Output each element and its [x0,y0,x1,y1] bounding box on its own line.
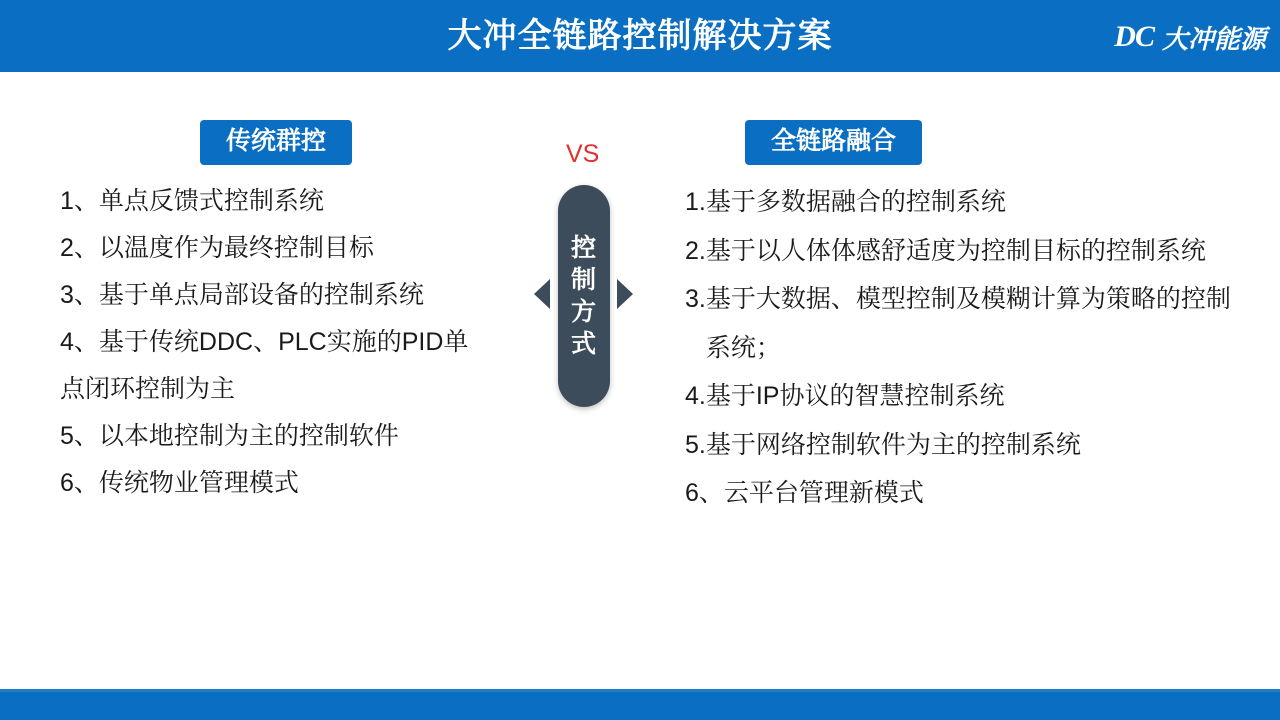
right-list [685,180,1265,520]
capsule-char: 制 [570,266,597,294]
left-list [60,180,540,509]
list-item: 6、传统物业管理模式 [60,469,299,497]
capsule-char: 控 [570,234,597,262]
list-item: 4.基于IP协议的智慧控制系统 [685,382,1005,410]
list-item: 2.基于以人体体感舒适度为控制目标的控制系统 [685,236,1206,265]
page-title: 大冲全链路控制解决方案 [447,17,833,55]
list-item: 5、以本地控制为主的控制软件 [60,422,399,450]
capsule-char: 式 [570,330,597,358]
logo-mark: DC [1114,20,1154,53]
arrow-left-icon [534,279,550,309]
list-item: 点闭环控制为主 [60,375,236,403]
right-pill-label: 全链路融合 [745,120,922,165]
slide-body [0,72,1280,692]
capsule-char: 方 [570,298,597,326]
right-column-heading [745,120,922,165]
list-item: 3、基于单点局部设备的控制系统 [60,281,424,309]
slide-footer [0,692,1280,720]
slide-header [0,0,1280,72]
left-pill-label: 传统群控 [200,120,352,165]
list-item: 1、单点反馈式控制系统 [60,187,324,215]
brand-logo [1114,16,1266,58]
list-item: 4、基于传统DDC、PLC实施的PID单 [60,328,469,356]
list-item: 3.基于大数据、模型控制及模糊计算为策略的控制 [685,285,1231,313]
logo-text: 大冲能源 [1161,23,1266,54]
list-item: 5.基于网络控制软件为主的控制系统 [685,430,1081,459]
left-column-heading [200,120,352,165]
list-item: 6、云平台管理新模式 [685,479,924,507]
control-mode-capsule [558,185,610,407]
list-item: 1.基于多数据融合的控制系统 [685,188,1006,216]
list-item: 系统； [685,333,781,362]
arrow-right-icon [617,279,633,309]
vs-label: VS [566,140,600,168]
list-item: 2、以温度作为最终控制目标 [60,234,374,262]
